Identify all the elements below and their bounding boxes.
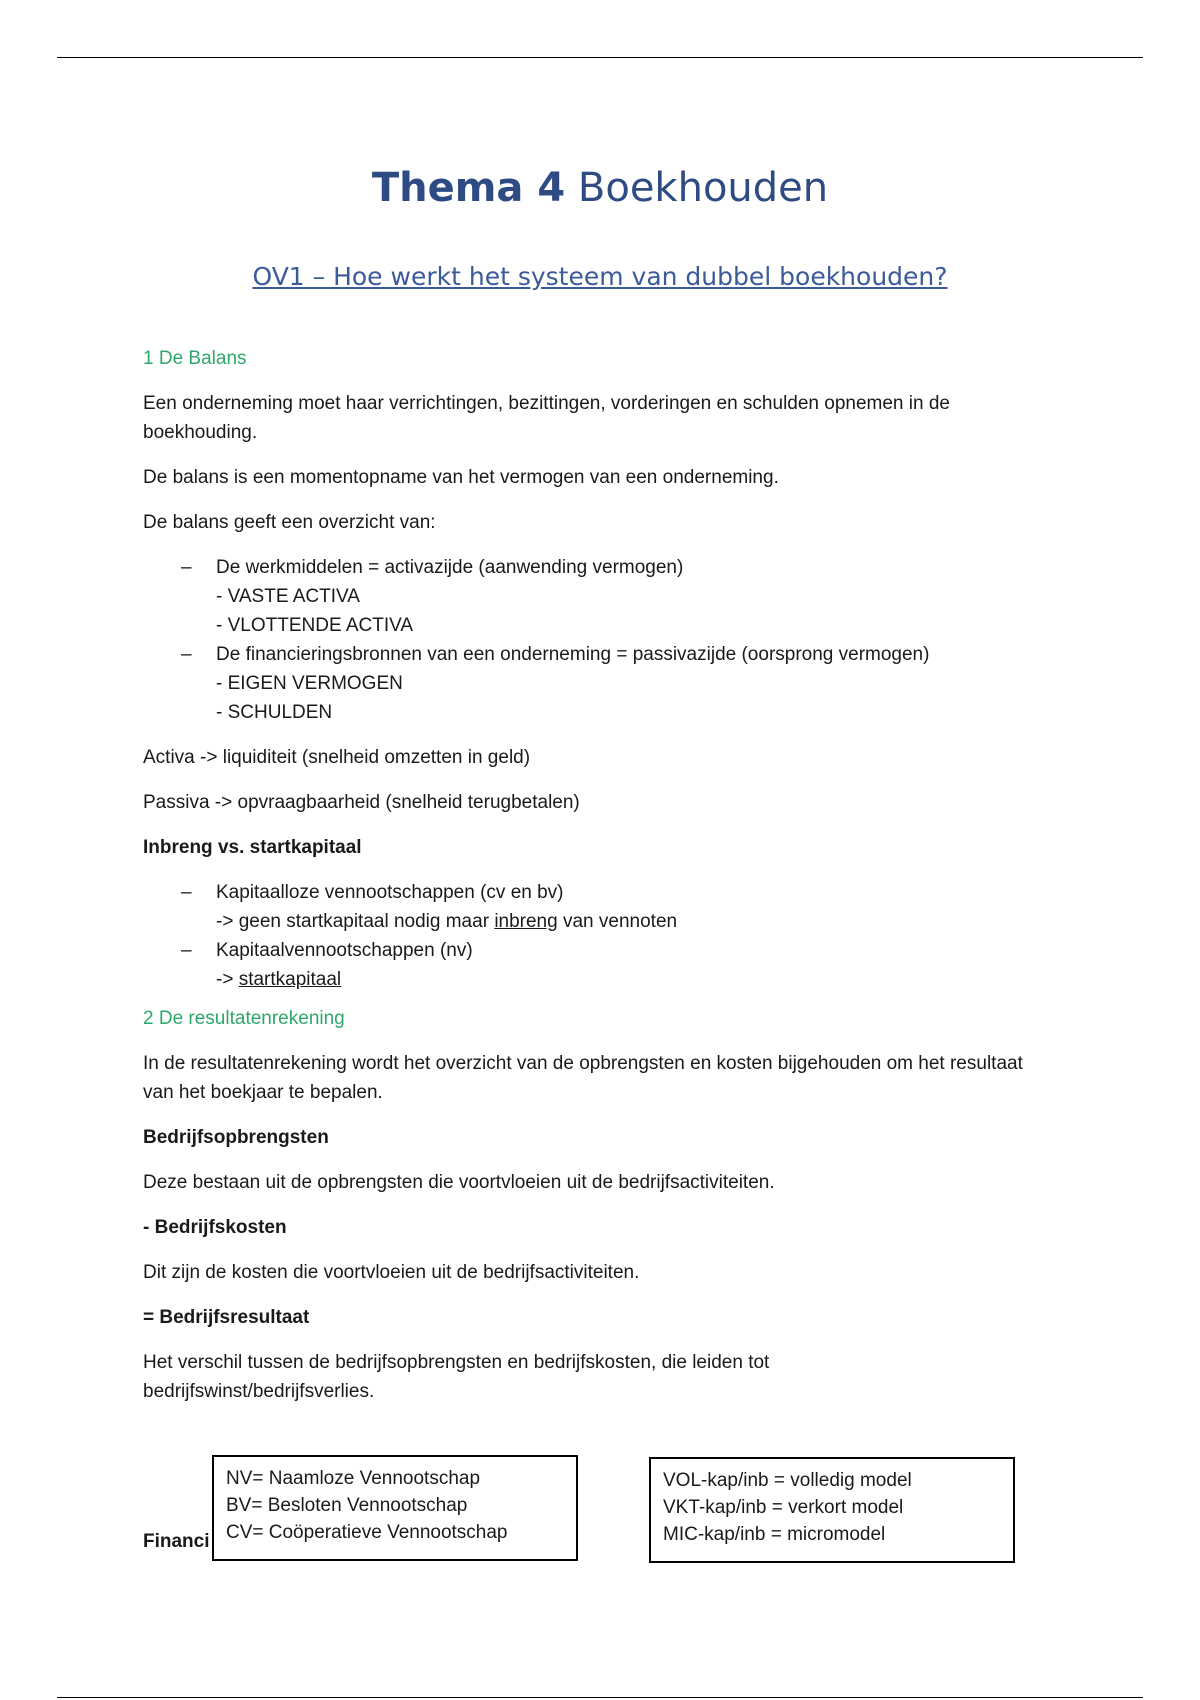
list-item xyxy=(143,553,1043,640)
dash-bullet: – xyxy=(181,644,192,665)
box-line: VKT-kap/inb = verkort model xyxy=(663,1497,904,1518)
list-item-main: Kapitaalloze vennootschappen (cv en bv) xyxy=(216,882,564,903)
list-item-sub: - VASTE ACTIVA xyxy=(216,586,360,607)
title-rest: Boekhouden xyxy=(565,165,829,211)
sub-text: -> geen startkapitaal nodig maar xyxy=(216,911,495,932)
box-line: NV= Naamloze Vennootschap xyxy=(226,1468,481,1489)
paragraph: De balans geeft een overzicht van: xyxy=(143,512,436,533)
list-item-main: Kapitaalvennootschappen (nv) xyxy=(216,940,473,961)
list-item xyxy=(143,936,1043,994)
sub-text: -> xyxy=(216,969,239,990)
list-item-main: De financieringsbronnen van een onderneming = passivazijde (oorsprong vermogen) xyxy=(216,644,930,665)
list-item xyxy=(143,878,1043,936)
underlined-term: inbreng xyxy=(494,911,558,932)
paragraph: Activa -> liquiditeit (snelheid omzetten in geld) xyxy=(143,747,531,768)
subheading-resultaat: = Bedrijfsresultaat xyxy=(143,1307,310,1328)
paragraph: De balans is een momentopname van het vermogen van een onderneming. xyxy=(143,467,779,488)
vennootschap-list xyxy=(143,878,1043,994)
section-heading-resultatenrekening: 2 De resultatenrekening xyxy=(143,1008,345,1029)
underlined-term: startkapitaal xyxy=(238,969,342,990)
box-line: BV= Besloten Vennootschap xyxy=(226,1495,468,1516)
list-item-sub xyxy=(216,965,1043,994)
box-line: MIC-kap/inb = micromodel xyxy=(663,1524,886,1545)
dash-bullet: – xyxy=(181,882,192,903)
page-subtitle: OV1 – Hoe werkt het systeem van dubbel boekhouden? xyxy=(252,262,948,291)
list-item-sub xyxy=(216,907,1043,936)
bottom-rule xyxy=(57,1697,1143,1698)
paragraph: Een onderneming moet haar verrichtingen, bezittingen, vorderingen en schulden opnemen in de boekhouding. xyxy=(143,393,950,443)
list-item-main: De werkmiddelen = activazijde (aanwending vermogen) xyxy=(216,557,684,578)
balans-list xyxy=(143,553,1043,727)
dash-bullet: – xyxy=(181,940,192,961)
title-bold: Thema 4 xyxy=(371,165,566,211)
paragraph: In de resultatenrekening wordt het overzicht van de opbrengsten en kosten bijgehouden om het resultaat van het boekjaar te bepalen. xyxy=(143,1053,1023,1103)
list-item-sub: - SCHULDEN xyxy=(216,702,333,723)
list-item xyxy=(143,640,1043,727)
financ-heading-partial: Financi xyxy=(143,1531,210,1552)
paragraph: Dit zijn de kosten die voortvloeien uit de bedrijfsactiviteiten. xyxy=(143,1262,640,1283)
box-line: VOL-kap/inb = volledig model xyxy=(663,1470,912,1491)
paragraph: Deze bestaan uit de opbrengsten die voortvloeien uit de bedrijfsactiviteiten. xyxy=(143,1172,775,1193)
vennootschap-abbreviations-box xyxy=(212,1455,578,1561)
page-title xyxy=(0,165,1200,211)
top-rule xyxy=(57,57,1143,58)
document-body xyxy=(143,344,1043,1422)
sub-text: van vennoten xyxy=(557,911,678,932)
list-item-sub: - VLOTTENDE ACTIVA xyxy=(216,615,414,636)
model-abbreviations-box xyxy=(649,1457,1015,1563)
paragraph: Het verschil tussen de bedrijfsopbrengsten en bedrijfskosten, die leiden tot bedrijfswinst/bedrijfsverlies. xyxy=(143,1352,770,1402)
box-line: CV= Coöperatieve Vennootschap xyxy=(226,1522,508,1543)
section-heading-balans: 1 De Balans xyxy=(143,348,247,369)
subheading-opbrengsten: Bedrijfsopbrengsten xyxy=(143,1127,329,1148)
paragraph: Passiva -> opvraagbaarheid (snelheid terugbetalen) xyxy=(143,792,580,813)
list-item-sub: - EIGEN VERMOGEN xyxy=(216,673,403,694)
subheading-inbreng: Inbreng vs. startkapitaal xyxy=(143,837,362,858)
subheading-kosten: - Bedrijfskosten xyxy=(143,1217,287,1238)
dash-bullet: – xyxy=(181,557,192,578)
